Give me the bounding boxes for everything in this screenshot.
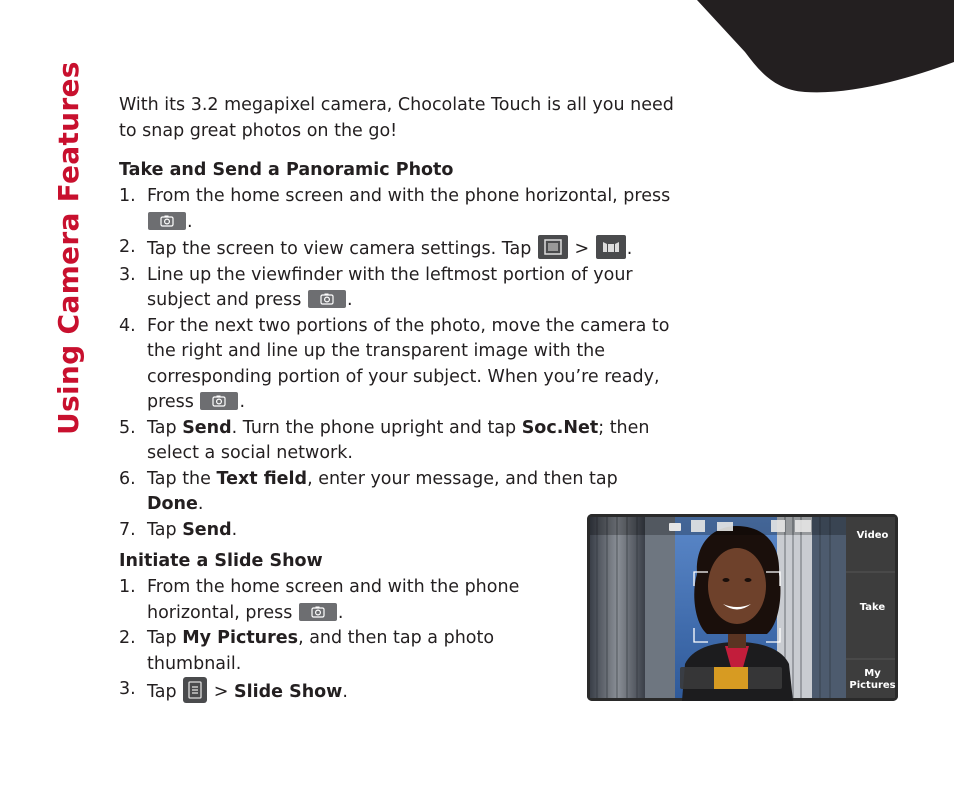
camera-key-icon xyxy=(299,603,337,621)
slideshow-steps xyxy=(119,575,569,706)
camera-key-icon xyxy=(200,392,238,410)
list-item: 3. Tap > Slide Show. xyxy=(119,679,348,702)
list-item: 2. Tap My Pictures, and then tap a photo thumbnail. xyxy=(119,628,495,674)
section-title: Using Camera Features xyxy=(52,61,85,435)
take-button[interactable]: Take xyxy=(859,602,886,613)
intro-paragraph: With its 3.2 megapixel camera, Chocolate Touch is all you need to snap great photos on the go! xyxy=(119,95,674,141)
camera-key-icon xyxy=(148,212,186,230)
slideshow-heading: Initiate a Slide Show xyxy=(119,551,323,571)
list-item: 2. Tap the screen to view camera settings. Tap > . xyxy=(119,237,633,259)
camera-screen-illustration xyxy=(587,514,898,701)
list-item: 3. Line up the viewfinder with the leftmost portion of your subject and press . xyxy=(119,264,633,310)
menu-icon xyxy=(183,677,207,703)
my-pictures-button[interactable]: My Pictures xyxy=(849,668,896,691)
list-item: 7. Tap Send. xyxy=(119,519,238,540)
panoramic-heading: Take and Send a Panoramic Photo xyxy=(119,160,454,180)
camera-key-icon xyxy=(308,290,346,308)
list-item: 1. From the home screen and with the phone horizontal, press . xyxy=(119,577,520,623)
camera-settings-icon xyxy=(538,235,568,259)
corner-tab-decoration xyxy=(0,0,954,100)
panorama-mode-icon xyxy=(596,235,626,259)
list-item: 4. For the next two portions of the photo, move the camera to the right and line up the transparent image with the corresponding portion of your subject. When you’re ready, press . xyxy=(119,315,670,412)
list-item: 6. Tap the Text field, enter your message, and then tap Done. xyxy=(119,468,618,514)
list-item: 5. Tap Send. Turn the phone upright and tap Soc.Net; then select a social network. xyxy=(119,417,650,463)
panoramic-steps xyxy=(119,184,684,543)
video-button[interactable]: Video xyxy=(856,530,889,541)
list-item: 1. From the home screen and with the phone horizontal, press . xyxy=(119,186,671,232)
